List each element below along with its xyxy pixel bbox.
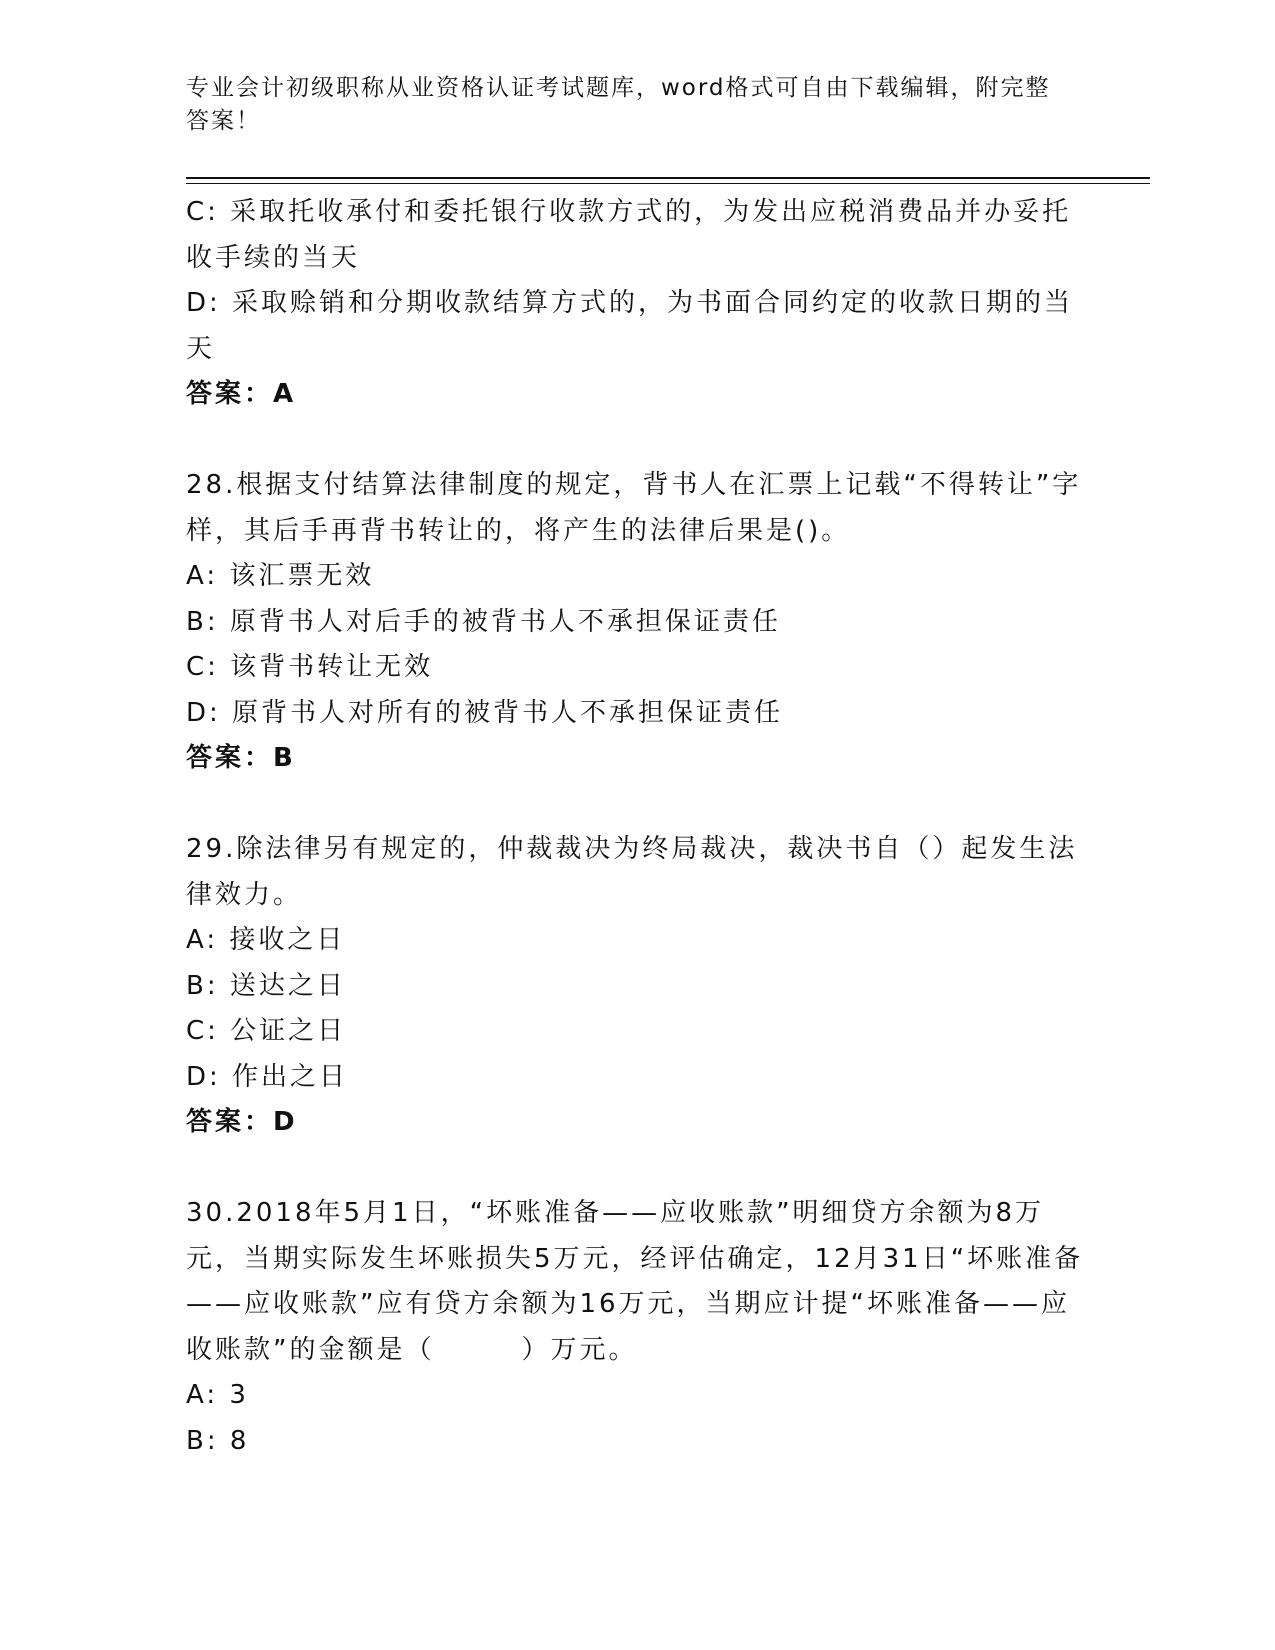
option-d: D: 作出之日 bbox=[186, 1061, 349, 1092]
option-a: A: 该汇票无效 bbox=[186, 561, 375, 591]
question-block-27-tail bbox=[186, 190, 1086, 418]
option-d: D: 原背书人对所有的被背书人不承担保证责任 bbox=[186, 697, 784, 728]
option-a: A: 接收之日 bbox=[186, 925, 346, 955]
question-block-30 bbox=[186, 1191, 1086, 1464]
document-header bbox=[186, 72, 1066, 138]
option-d: D: 采取赊销和分期收款结算方式的，为书面合同约定的收款日期的当天 bbox=[186, 288, 1074, 364]
question-stem: 28.根据支付结算法律制度的规定，背书人在汇票上记载“不得转让”字样，其后手再背书转让的，将产生的法律后果是()。 bbox=[186, 470, 1082, 546]
spacer bbox=[186, 418, 1086, 464]
question-block-29 bbox=[186, 827, 1086, 1146]
header-rule-thin bbox=[186, 183, 1150, 184]
option-b: B: 原背书人对后手的被背书人不承担保证责任 bbox=[186, 606, 781, 637]
header-text: 专业会计初级职称从业资格认证考试题库，word格式可自由下载编辑，附完整答案！ bbox=[186, 75, 1051, 134]
answer-line: 答案：B bbox=[186, 743, 296, 773]
question-content bbox=[186, 190, 1086, 1464]
spacer bbox=[186, 1146, 1086, 1192]
header-rule-thick bbox=[186, 177, 1150, 179]
option-c: C: 公证之日 bbox=[186, 1016, 347, 1046]
question-stem: 30.2018年5月1日，“坏账准备——应收账款”明细贷方余额为8万元，当期实际发生坏账损失5万元，经评估确定，12月31日“坏账准备——应收账款”应有贷方余额为16万元，当期应计提“坏账准备——应收账款”的金额是（ ）万元。 bbox=[186, 1198, 1084, 1365]
option-c: C: 采取托收承付和委托银行收款方式的，为发出应税消费品并办妥托收手续的当天 bbox=[186, 197, 1072, 273]
option-a: A: 3 bbox=[186, 1380, 249, 1410]
option-b: B: 送达之日 bbox=[186, 970, 346, 1001]
question-stem: 29.除法律另有规定的，仲裁裁决为终局裁决，裁决书自（）起发生法律效力。 bbox=[186, 834, 1078, 910]
answer-line: 答案：D bbox=[186, 1107, 298, 1137]
option-b: B: 8 bbox=[186, 1425, 250, 1456]
option-c: C: 该背书转让无效 bbox=[186, 652, 434, 682]
answer-line: 答案：A bbox=[186, 379, 297, 409]
question-block-28 bbox=[186, 463, 1086, 782]
spacer bbox=[186, 782, 1086, 828]
